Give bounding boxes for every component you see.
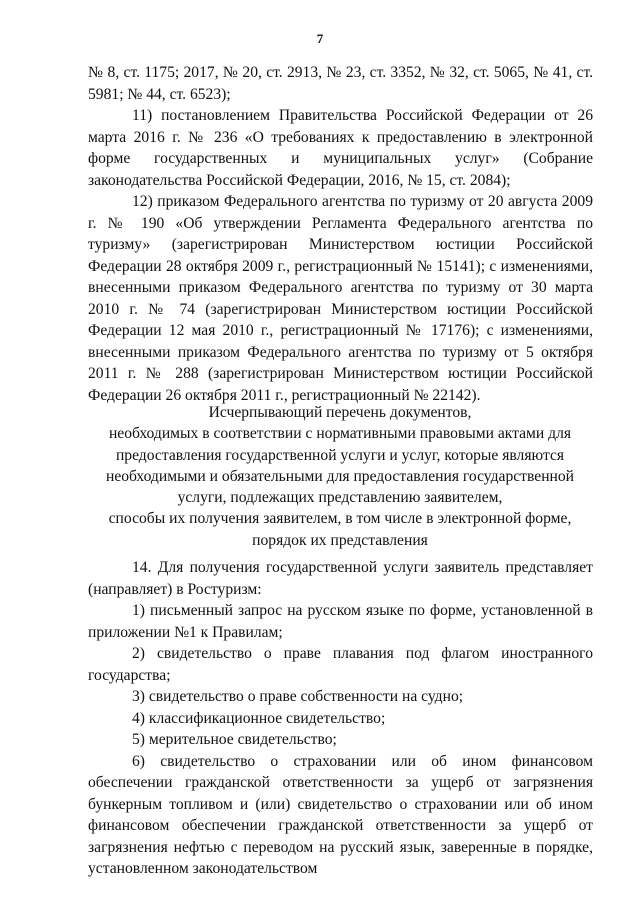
section-heading (100, 402, 580, 551)
document-item-3: 3) свидетельство о праве собственности на судно; (132, 688, 464, 705)
page-number: 7 (316, 31, 324, 46)
document-item-5: 5) мерительное свидетельство; (132, 731, 337, 748)
heading-line: предоставления государственной услуги и услуг, которые являются (115, 446, 565, 464)
required-documents-list (88, 557, 593, 880)
document-item-6: 6) свидетельство о страховании или об ином финансовом обеспечении гражданской ответственности за ущерб от загрязнения бункерным топливом и (или) свидетельство о страховании или об ином финансовом обеспечении гражданской ответственности за ущерб от загрязнения нефтью с переводом на русский язык, заверенные в порядке, установленном законодательством (88, 752, 593, 877)
heading-line: порядок их представления (252, 531, 428, 549)
heading-line: Исчерпывающий перечень документов, (208, 404, 472, 421)
list-item-12-paragraph: 12) приказом Федерального агентства по туризму от 20 августа 2009 г. № 190 «Об утверждении Регламента Федерального агентства по туризму» (зарегистрирован Министерством юстиции Российской Федерации 28 октября 2009 г., регистрационный № 15141); с изменениями, внесенными приказом Федерального агентства по туризму от 30 марта 2010 г. № 74 (зарегистрирован Министерством юстиции Российской Федерации 12 мая 2010 г., регистрационный № 17176); с изменениями, внесенными приказом Федерального агентства по туризму от 5 октября 2011 г. № 288 (зарегистрирован Министерством юстиции Российской Федерации 26 октября 2011 г., регистрационный № 22142). (88, 193, 593, 404)
document-item-4: 4) классификационное свидетельство; (132, 709, 386, 727)
clause-14-paragraph: 14. Для получения государственной услуги заявитель представляет (направляет) в Ростуризм: (88, 559, 593, 598)
document-item-1: 1) письменный запрос на русском языке по форме, установленной в приложении №1 к Правилам; (88, 602, 593, 641)
heading-line: необходимыми и обязательными для предоставления государственной (105, 467, 575, 485)
document-item-2: 2) свидетельство о праве плавания под флагом иностранного государства; (88, 645, 593, 684)
heading-line: способы их получения заявителем, в том числе в электронной форме, (108, 510, 572, 528)
citation-continuation-paragraph: № 8, ст. 1175; 2017, № 20, ст. 2913, № 23, ст. 3352, № 32, ст. 5065, № 41, ст. 5981; № 44, ст. 6523); (88, 64, 593, 103)
heading-line: услуги, подлежащих представлению заявителем, (177, 489, 503, 507)
legal-basis-list-continued (88, 62, 593, 406)
heading-line: необходимых в соответствии с нормативными правовыми актами для (108, 425, 572, 443)
list-item-11-paragraph: 11) постановлением Правительства Российской Федерации от 26 марта 2016 г. № 236 «О требованиях к предоставлению в электронной форме государственных и муниципальных услуг» (Собрание законодательства Российской Федерации, 2016, № 15, ст. 2084); (88, 107, 593, 189)
